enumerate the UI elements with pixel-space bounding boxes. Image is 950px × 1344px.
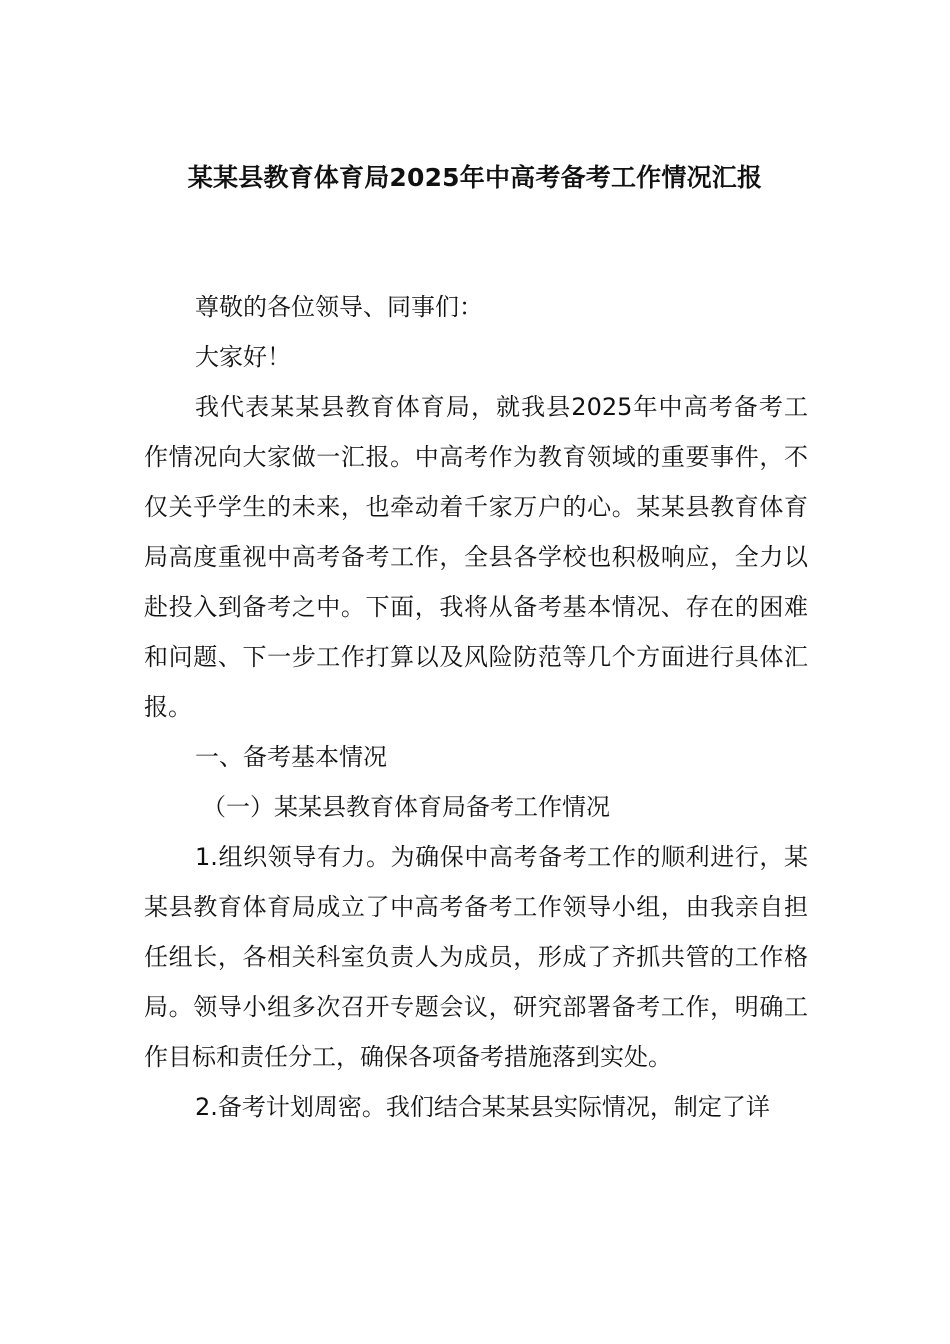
greeting-paragraph: 大家好！ [195, 343, 291, 371]
subsection-heading-1: （一）某某县教育体育局备考工作情况 [202, 793, 610, 821]
salutation-paragraph: 尊敬的各位领导、同事们： [195, 293, 483, 321]
item-paragraph-1: 1.组织领导有力。为确保中高考备考工作的顺利进行，某某县教育体育局成立了中高考备考工作领导小组，由我亲自担任组长，各相关科室负责人为成员，形成了齐抓共管的工作格局。领导小组多次召开专题会议，研究部署备考工作，明确工作目标和责任分工，确保各项备考措施落到实处。 [144, 843, 808, 1071]
document-title: 某某县教育体育局2025年中高考备考工作情况汇报 [187, 163, 763, 192]
document-body [144, 282, 808, 1132]
item-paragraph-2: 2.备考计划周密。我们结合某某县实际情况，制定了详 [195, 1093, 770, 1121]
intro-paragraph: 我代表某某县教育体育局，就我县2025年中高考备考工作情况向大家做一汇报。中高考作为教育领域的重要事件，不仅关乎学生的未来，也牵动着千家万户的心。某某县教育体育局高度重视中高考备考工作，全县各学校也积极响应，全力以赴投入到备考之中。下面，我将从备考基本情况、存在的困难和问题、下一步工作打算以及风险防范等几个方面进行具体汇报。 [144, 393, 808, 721]
section-heading-1: 一、备考基本情况 [195, 743, 387, 771]
